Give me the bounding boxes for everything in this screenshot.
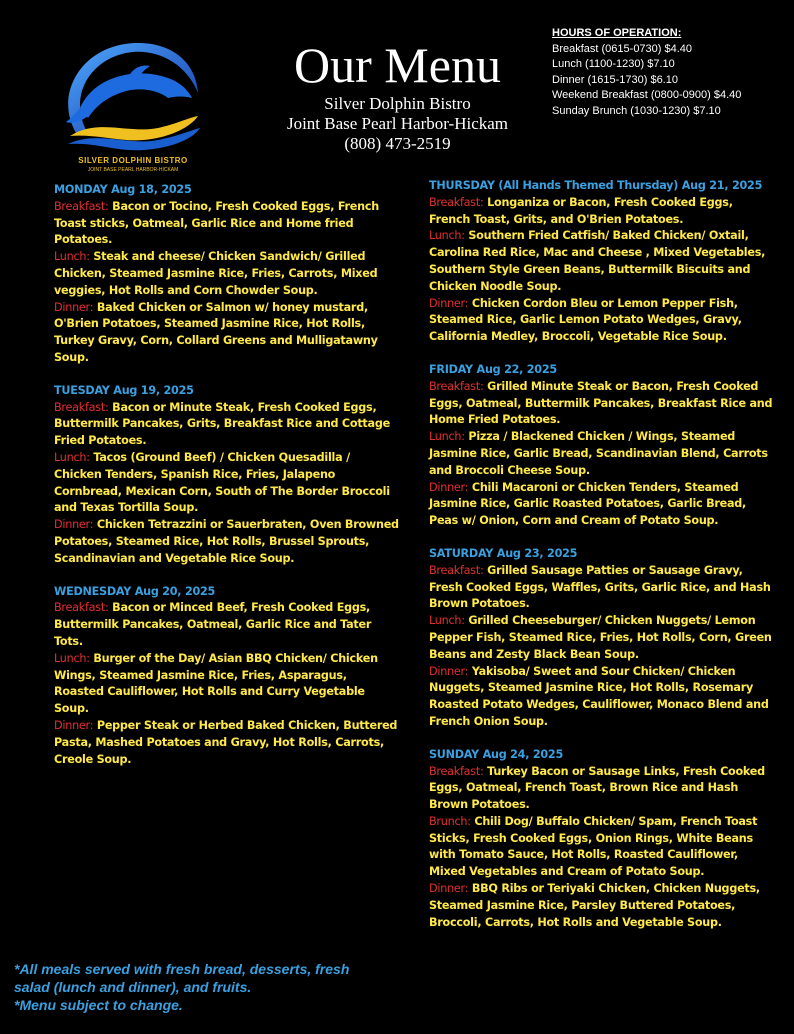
meal-text: Turkey Bacon or Sausage Links, Fresh Cooked Eggs, Oatmeal, French Toast, Brown Rice and Hash Brown Potatoes. (429, 764, 765, 812)
meal-lunch (429, 228, 774, 295)
meal-text: Pizza / Blackened Chicken / Wings, Steamed Jasmine Rice, Garlic Bread, Scandinavian Blend, Carrots and Broccoli Cheese Soup. (429, 430, 768, 477)
meal-label: Breakfast: (54, 199, 109, 213)
meal-dinner (54, 300, 399, 367)
hours-item: Lunch (1100-1230) $7.10 (552, 58, 675, 70)
meal-label: Lunch: (54, 250, 90, 264)
menu-column-left (54, 182, 399, 784)
day-title: SUNDAY Aug 24, 2025 (429, 747, 564, 761)
hours-of-operation (552, 26, 792, 119)
logo-name: SILVER DOLPHIN BISTRO (78, 156, 188, 165)
meal-text: Chicken Tetrazzini or Sauerbraten, Oven Browned Potatoes, Steamed Rice, Hot Rolls, Brussel Sprouts, Scandinavian and Vegetable Rice Soup. (54, 518, 399, 565)
meal-breakfast (54, 199, 399, 249)
meal-label: Lunch: (54, 450, 90, 464)
meal-text: Grilled Cheeseburger/ Chicken Nuggets/ Lemon Pepper Fish, Steamed Rice, Fries, Hot Rolls, Corn, Green Beans and Zesty Black Bean Soup. (429, 614, 772, 661)
meal-label: Breakfast: (54, 601, 109, 615)
meal-label: Dinner: (54, 718, 94, 732)
day-sunday (429, 747, 774, 932)
meal-dinner (429, 881, 774, 931)
hours-item: Weekend Breakfast (0800-0900) $4.40 (552, 89, 742, 101)
meal-brunch (429, 814, 774, 881)
meal-text: Baked Chicken or Salmon w/ honey mustard, O'Brien Potatoes, Steamed Jasmine Rice, Hot Rolls, Turkey Gravy, Corn, Collard Greens and Mulligatawny Soup. (54, 300, 378, 364)
meal-text: Steak and cheese/ Chicken Sandwich/ Grilled Chicken, Steamed Jasmine Rice, Fries, Carrots, Mixed veggies, Hot Rolls and Corn Chowder Soup. (54, 250, 378, 297)
footer-line: *All meals served with fresh bread, desserts, fresh (14, 961, 350, 977)
logo-subtitle: JOINT BASE PEARL HARBOR-HICKAM (87, 167, 179, 173)
meal-breakfast (54, 600, 399, 650)
meal-dinner (54, 517, 399, 567)
restaurant-name: Silver Dolphin Bistro (324, 94, 471, 113)
day-title: WEDNESDAY Aug 20, 2025 (54, 584, 216, 598)
day-title: THURSDAY (All Hands Themed Thursday) Aug 21, 2025 (429, 179, 763, 192)
meal-lunch (54, 450, 399, 517)
meal-label: Lunch: (429, 229, 465, 243)
menu-column-right (429, 178, 774, 947)
phone-number: (808) 473-2519 (344, 134, 451, 153)
location-name: Joint Base Pearl Harbor-Hickam (286, 114, 509, 133)
meal-text: Chili Macaroni or Chicken Tenders, Steamed Jasmine Rice, Garlic Roasted Potatoes, Garlic Bread, Peas w/ Onion, Corn and Cream of Potato Soup. (429, 480, 747, 528)
meal-dinner (429, 480, 774, 530)
meal-text: Longaniza or Bacon, Fresh Cooked Eggs, French Toast, Grits, and O'Brien Potatoes. (429, 195, 733, 226)
meal-dinner (429, 296, 774, 346)
meal-label: Lunch: (54, 651, 90, 665)
day-title: MONDAY Aug 18, 2025 (54, 183, 192, 196)
meal-lunch (429, 613, 774, 663)
meal-breakfast (429, 563, 774, 613)
logo (58, 38, 208, 178)
meal-label: Breakfast: (429, 764, 484, 778)
meal-text: Bacon or Tocino, Fresh Cooked Eggs, French Toast sticks, Oatmeal, Garlic Rice and Home fried Potatoes. (54, 199, 379, 247)
day-monday (54, 182, 399, 367)
meal-text: Yakisoba/ Sweet and Sour Chicken/ Chicken Nuggets, Steamed Jasmine Rice, Hot Rolls, Rosemary Roasted Potato Wedges, Cauliflower, Monaco Blend and French Onion Soup. (429, 664, 769, 728)
day-title: TUESDAY Aug 19, 2025 (54, 383, 194, 397)
meal-text: Chili Dog/ Buffalo Chicken/ Spam, French Toast Sticks, Fresh Cooked Eggs, Onion Rings, White Beans with Tomato Sauce, Hot Rolls, Roasted Cauliflower, Mixed Vegetables and Cream of Potato Soup. (429, 814, 758, 879)
meal-label: Breakfast: (429, 563, 484, 577)
day-wednesday (54, 584, 399, 769)
meal-label: Dinner: (429, 664, 469, 678)
footer-line: *Menu subject to change. (14, 997, 183, 1013)
footer-notes (14, 960, 434, 1014)
meal-label: Lunch: (429, 614, 465, 628)
meal-text: Chicken Cordon Bleu or Lemon Pepper Fish, Steamed Rice, Garlic Lemon Potato Wedges, Gravy, California Medley, Broccoli, Vegetable Rice Soup. (429, 296, 742, 344)
meal-text: Burger of the Day/ Asian BBQ Chicken/ Chicken Wings, Steamed Jasmine Rice, Fries, Asparagus, Roasted Cauliflower, Hot Rolls and Curry Vegetable Soup. (54, 651, 378, 716)
meal-text: Bacon or Minced Beef, Fresh Cooked Eggs, Buttermilk Pancakes, Oatmeal, Garlic Rice and Tater Tots. (54, 601, 372, 648)
meal-label: Breakfast: (54, 400, 109, 414)
day-thursday (429, 178, 774, 346)
meal-label: Brunch: (429, 814, 471, 828)
meal-dinner (429, 664, 774, 731)
meal-dinner (54, 718, 399, 768)
meal-label: Dinner: (429, 480, 469, 494)
dolphin-logo-icon (58, 38, 208, 153)
hours-item: Sunday Brunch (1030-1230) $7.10 (552, 104, 721, 117)
meal-lunch (54, 249, 399, 299)
meal-label: Lunch: (429, 430, 465, 444)
meal-breakfast (54, 400, 399, 450)
day-friday (429, 362, 774, 530)
meal-text: BBQ Ribs or Teriyaki Chicken, Chicken Nuggets, Steamed Jasmine Rice, Parsley Buttered Potatoes, Broccoli, Carrots, Hot Rolls and Vegetable Soup. (429, 882, 760, 929)
day-title: SATURDAY Aug 23, 2025 (429, 546, 578, 560)
day-title: FRIDAY Aug 22, 2025 (429, 362, 557, 376)
meal-text: Grilled Sausage Patties or Sausage Gravy, Fresh Cooked Eggs, Waffles, Grits, Garlic Rice, and Hash Brown Potatoes. (429, 563, 771, 611)
day-saturday (429, 546, 774, 731)
meal-breakfast (429, 379, 774, 429)
meal-lunch (429, 429, 774, 479)
meal-label: Dinner: (429, 882, 469, 896)
meal-label: Dinner: (54, 300, 94, 314)
meal-text: Grilled Minute Steak or Bacon, Fresh Cooked Eggs, Oatmeal, Buttermilk Pancakes, Breakfast Rice and Home Fried Potatoes. (429, 379, 773, 427)
footer-line: salad (lunch and dinner), and fruits. (14, 979, 252, 995)
day-tuesday (54, 383, 399, 568)
meal-label: Breakfast: (429, 195, 484, 209)
meal-text: Pepper Steak or Herbed Baked Chicken, Buttered Pasta, Mashed Potatoes and Gravy, Hot Rolls, Carrots, Creole Soup. (54, 718, 398, 766)
hours-item: Dinner (1615-1730) $6.10 (552, 73, 678, 86)
meal-lunch (54, 651, 399, 718)
meal-label: Breakfast: (429, 379, 484, 393)
page-title: Our Menu (294, 37, 501, 93)
hours-item: Breakfast (0615-0730) $4.40 (552, 42, 693, 55)
meal-text: Tacos (Ground Beef) / Chicken Quesadilla / Chicken Tenders, Spanish Rice, Fries, Jalapeno Cornbread, Mexican Corn, South of The Border Broccoli and Texas Tortilla Soup. (54, 450, 390, 515)
meal-text: Bacon or Minute Steak, Fresh Cooked Eggs, Buttermilk Pancakes, Grits, Breakfast Rice and Cottage Fried Potatoes. (54, 400, 390, 448)
hours-title: HOURS OF OPERATION: (552, 27, 682, 39)
meal-breakfast (429, 764, 774, 814)
meal-label: Dinner: (429, 296, 469, 310)
meal-text: Southern Fried Catfish/ Baked Chicken/ Oxtail, Carolina Red Rice, Mac and Cheese , Mixed Vegetables, Southern Style Green Beans, Buttermilk Biscuits and Chicken Noodle Soup. (429, 229, 766, 293)
meal-breakfast (429, 195, 774, 229)
meal-label: Dinner: (54, 518, 94, 532)
menu-header (255, 36, 540, 154)
